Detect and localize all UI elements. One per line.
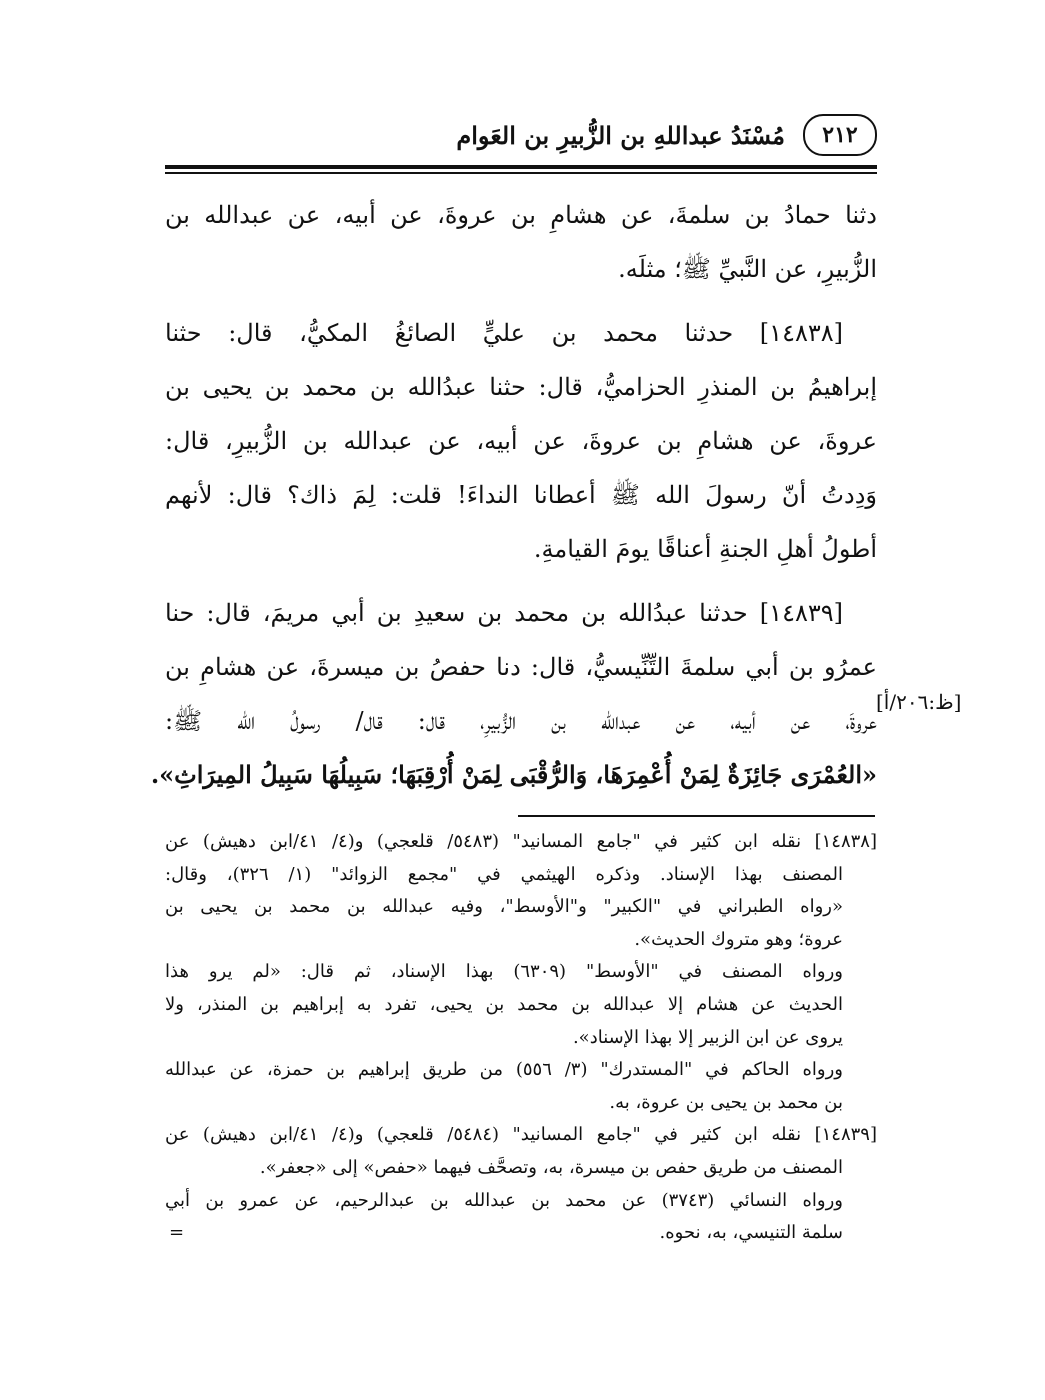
page-number: ٢١٢ (822, 122, 858, 148)
footnote-line: المصنف من طريق حفص بن ميسرة، به، وتصحَّف فيهما «حفص» إلى «جعفر». (259, 1156, 843, 1178)
hadith-text-line: «العُمْرَى جَائِزَةٌ لِمَنْ أُعْمِرَهَا، وَالرُّقْبَى لِمَنْ أُرْقِبَهَا؛ سَبِيلُهَا سَبِيلُ المِيرَاثِ». (150, 760, 877, 789)
text-line: [١٤٨٣٨] حدثنا محمد بن عليٍّ الصائغُ المكيُّ، قال: حثنا (165, 319, 843, 347)
footnote-rule (518, 815, 875, 817)
footnotes (165, 826, 877, 1250)
footnote-line: بن محمد بن يحيى بن عروة، به. (609, 1091, 843, 1113)
footnote-14838 (165, 826, 877, 956)
main-text (150, 188, 877, 802)
text-line: عمرُو بن أبي سلمةَ التِّنِّيسيُّ، قال: دنا حفصُ بن ميسرةَ، عن هشامِ بن (165, 653, 877, 681)
footnote-line: «رواه الطبراني في "الكبير" و"الأوسط"، وفيه عبدالله بن محمد بن يحيى بن (165, 896, 843, 918)
footnote-mustadrak (165, 1054, 877, 1119)
text-line: وَدِدتُ أنّ رسولَ الله ﷺ أعطانا النداءَ! قلت: لِمَ ذاك؟ قال: لأنهم (165, 481, 877, 509)
hadith-14838 (165, 306, 877, 576)
manuscript-margin-reference: [ظ:٢٠٦/أ] (876, 690, 962, 714)
text-line: [١٤٨٣٩] حدثنا عبدُالله بن محمد بن سعيدِ بن أبي مريمَ، قال: حنا (165, 599, 843, 627)
footnote-line: يروى عن ابن الزبير إلا بهذا الإسناد». (572, 1026, 843, 1048)
footnote-line: الحديث عن هشام إلا عبدالله بن محمد بن يحيى، تفرد به إبراهيم بن المنذر، ولا (165, 993, 843, 1015)
text-line: عروةَ، عن هشامِ بن عروةَ، عن أبيه، عن عبدالله بن الزُّبيرِ، قال: (165, 427, 877, 455)
header-rule-thin (165, 172, 877, 174)
footnote-line: المصنف بهذا الإسناد. وذكره الهيثمي في "مجمع الزوائد" (١/ ٣٢٦)، وقال: (165, 863, 844, 885)
text-line: الزُّبيرِ، عن النَّبيِّ ﷺ؛ مثلَه. (618, 255, 877, 283)
footnote-14839 (165, 1119, 877, 1184)
footnote-line: ورواه النسائي (٣٧٤٣) عن محمد بن عبدالله بن عبدالرحيم، عن عمرو بن أبي (165, 1189, 843, 1211)
text-line: دثنا حمادُ بن سلمةَ، عن هشامِ بن عروةَ، عن أبيه، عن عبدالله بن (165, 201, 877, 229)
footnote-line: [١٤٨٣٨] نقله ابن كثير في "جامع المسانيد" (٥٤٨٣/ قلعجي) و(٤/ ٤١/ابن دهيش) عن (165, 831, 877, 852)
text-line: عروةَ، عن أبيه، عن عبدالله بن الزُّبيرِ، قال: قال/ رسولُ الله ﷺ: (165, 707, 877, 735)
footnote-awsat (165, 956, 877, 1054)
header-rule-thick (165, 165, 877, 169)
text-line: إبراهيمُ بن المنذرِ الحزاميُّ، قال: حثنا عبدُالله بن محمد بن يحيى بن (165, 373, 877, 401)
footnote-line: ورواه المصنف في "الأوسط" (٦٣٠٩) بهذا الإسناد، ثم قال: «لم يرو هذا (165, 961, 843, 983)
footnote-line: [١٤٨٣٩] نقله ابن كثير في "جامع المسانيد" (٥٤٨٤/ قلعجي) و(٤/ ٤١/ابن دهيش) عن (165, 1124, 877, 1146)
running-title: مُسْنَدُ عبداللهِ بن الزُّبيرِ بن العَوام (456, 120, 785, 150)
footnote-line: سلمة التنيسي، به، نحوه. (659, 1222, 843, 1244)
footnote-nasai (165, 1185, 877, 1250)
hadith-14839 (150, 586, 877, 802)
paragraph-1 (165, 188, 877, 296)
footnote-line: ورواه الحاكم في "المستدرك" (٣/ ٥٥٦) من طريق إبراهيم بن حمزة، عن عبدالله (165, 1059, 843, 1081)
continuation-mark: = (169, 1222, 185, 1244)
page-number-badge (803, 114, 877, 156)
page-header (165, 112, 877, 158)
footnote-line: عروة؛ وهو متروك الحديث». (634, 928, 843, 950)
text-line: أطولُ أهلِ الجنةِ أعناقًا يومَ القيامةِ. (533, 535, 877, 563)
